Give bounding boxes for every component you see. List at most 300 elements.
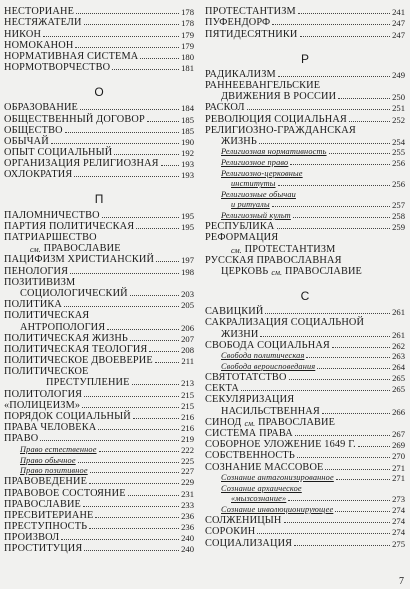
index-entry bbox=[4, 158, 194, 169]
index-entry bbox=[205, 494, 405, 505]
page-ref: 195 bbox=[181, 210, 194, 221]
section-letter: П bbox=[94, 192, 104, 207]
page-ref: 256 bbox=[392, 158, 405, 169]
entry-term: ПОЛИТИЧЕСКОЕ bbox=[4, 366, 89, 378]
page-number: 7 bbox=[399, 576, 404, 587]
index-entry bbox=[205, 504, 405, 515]
index-entry bbox=[205, 526, 405, 537]
dot-leader bbox=[259, 143, 390, 144]
entry-term: Сознание архаическое bbox=[221, 483, 302, 493]
index-entry bbox=[205, 351, 405, 362]
page-ref: 240 bbox=[181, 544, 194, 555]
page-ref: 211 bbox=[181, 356, 194, 367]
dot-leader bbox=[76, 13, 179, 14]
index-entry bbox=[4, 265, 194, 276]
page-ref: 261 bbox=[392, 307, 405, 318]
index-entry bbox=[205, 125, 405, 136]
dot-leader bbox=[329, 153, 391, 154]
dot-leader bbox=[128, 495, 179, 496]
entry-term: Свобода политическая bbox=[221, 351, 305, 361]
page-ref: 208 bbox=[181, 344, 194, 355]
entry-term: РЕЛИГИОЗНО-ГРАЖДАНСКАЯ bbox=[205, 124, 356, 136]
page-ref: 197 bbox=[181, 255, 194, 266]
index-entry bbox=[4, 321, 194, 332]
index-entry bbox=[205, 515, 405, 526]
page-ref: 271 bbox=[392, 462, 405, 473]
dot-leader bbox=[289, 379, 391, 380]
index-entry bbox=[205, 136, 405, 147]
page-ref: 271 bbox=[392, 473, 405, 484]
section-letter: С bbox=[300, 288, 310, 303]
index-entry bbox=[205, 91, 405, 102]
page-ref: 227 bbox=[181, 466, 194, 477]
page-ref: 185 bbox=[181, 114, 194, 125]
index-entry bbox=[205, 69, 405, 80]
see-reference: см. bbox=[231, 245, 242, 255]
index-entry bbox=[4, 487, 194, 498]
index-entry bbox=[205, 450, 405, 461]
index-entry bbox=[205, 210, 405, 221]
entry-term: ПУФЕНДОРФ bbox=[205, 17, 271, 29]
page-ref: 252 bbox=[392, 114, 405, 125]
entry-term: ПАТРИАРШЕСТВО bbox=[4, 232, 97, 243]
index-entry bbox=[205, 168, 405, 179]
index-entry bbox=[205, 157, 405, 168]
dot-leader bbox=[99, 451, 180, 452]
index-entry bbox=[4, 366, 194, 377]
dot-leader bbox=[325, 469, 390, 470]
entry-term: ПРОИЗВОЛ bbox=[4, 532, 60, 544]
page-ref: 251 bbox=[392, 103, 405, 114]
entry-term: ПРЕСВИТЕРИАНЕ bbox=[4, 509, 94, 521]
dot-leader bbox=[51, 143, 179, 144]
dot-leader bbox=[130, 340, 179, 341]
index-entry bbox=[4, 433, 194, 444]
index-column-left bbox=[4, 6, 194, 554]
entry-term: СИСТЕМА ПРАВА bbox=[205, 428, 293, 440]
page-ref: 229 bbox=[181, 477, 194, 488]
index-entry bbox=[205, 537, 405, 548]
index-entry bbox=[205, 200, 405, 211]
entry-term: институты bbox=[231, 179, 276, 189]
dot-leader bbox=[317, 368, 390, 369]
index-entry bbox=[205, 80, 405, 91]
page-ref: 216 bbox=[181, 412, 194, 422]
entry-term: АНТРОПОЛОГИЯ bbox=[20, 321, 106, 333]
page-ref: 219 bbox=[181, 434, 194, 445]
dot-leader bbox=[284, 522, 391, 523]
dot-leader bbox=[102, 217, 179, 218]
index-entry bbox=[4, 344, 194, 355]
index-entry bbox=[4, 299, 194, 310]
dot-leader bbox=[290, 164, 390, 165]
dot-leader bbox=[156, 261, 179, 262]
entry-term: СЕКУЛЯРИЗАЦИЯ bbox=[205, 394, 295, 406]
dot-leader bbox=[82, 407, 179, 408]
page-ref: 240 bbox=[181, 533, 194, 544]
entry-term: ПЯТИДЕСЯТНИКИ bbox=[205, 28, 298, 40]
page-ref: 273 bbox=[392, 494, 405, 505]
page-ref: 193 bbox=[181, 159, 194, 170]
dot-leader bbox=[288, 500, 390, 501]
index-entry bbox=[4, 499, 194, 510]
index-entry bbox=[4, 28, 194, 39]
entry-term: РУССКАЯ ПРАВОСЛАВНАЯ bbox=[205, 254, 342, 266]
index-entry bbox=[4, 221, 194, 232]
page-ref: 195 bbox=[181, 221, 194, 232]
page-ref: 261 bbox=[392, 329, 405, 340]
entry-term: Сознание инволюционирующее bbox=[221, 504, 334, 514]
entry-term: САКРАЛИЗАЦИЯ СОЦИАЛЬНОЙ bbox=[205, 317, 365, 329]
entry-term: Свобода вероисповедания bbox=[221, 361, 316, 371]
dot-leader bbox=[133, 418, 179, 419]
dot-leader bbox=[260, 336, 390, 337]
dot-leader bbox=[293, 217, 390, 218]
page-ref: 236 bbox=[181, 522, 194, 533]
dot-leader bbox=[265, 313, 390, 314]
dot-leader bbox=[247, 109, 390, 110]
index-entry bbox=[205, 28, 405, 39]
page-ref: 265 bbox=[392, 384, 405, 395]
page-ref: 213 bbox=[181, 378, 194, 389]
entry-term: Религиозное право bbox=[221, 158, 289, 168]
dot-leader bbox=[78, 462, 179, 463]
entry-term: РЕВОЛЮЦИЯ СОЦИАЛЬНАЯ bbox=[205, 113, 347, 125]
dot-leader bbox=[298, 13, 390, 14]
dot-leader bbox=[112, 69, 179, 70]
entry-term: ОБЫЧАЙ bbox=[4, 135, 49, 147]
page-ref: 265 bbox=[392, 373, 405, 384]
entry-term: ПРАВО bbox=[4, 433, 39, 445]
dot-leader bbox=[114, 154, 179, 155]
index-entry bbox=[205, 255, 405, 266]
entry-term: СОЗНАНИЕ МАССОВОЕ bbox=[205, 461, 324, 473]
entry-term: Религиозно-церковные bbox=[221, 168, 303, 178]
index-entry bbox=[4, 136, 194, 147]
index-entry bbox=[4, 288, 194, 299]
index-entry bbox=[4, 532, 194, 543]
index-entry bbox=[4, 310, 194, 321]
entry-term: ПРАВОСЛАВИЕ bbox=[43, 243, 121, 255]
dot-leader bbox=[130, 295, 179, 296]
index-entry bbox=[4, 510, 194, 521]
dot-leader bbox=[132, 384, 180, 385]
page-ref: 250 bbox=[392, 92, 405, 103]
dot-leader bbox=[84, 24, 179, 25]
dot-leader bbox=[300, 36, 391, 37]
index-entry bbox=[4, 147, 194, 158]
dot-leader bbox=[155, 362, 180, 363]
dot-leader bbox=[90, 472, 179, 473]
entry-term: ПОЛИТИЧЕСКАЯ ТЕОЛОГИЯ bbox=[4, 343, 148, 355]
index-entry bbox=[205, 372, 405, 383]
index-entry bbox=[4, 411, 194, 422]
page-ref: 179 bbox=[181, 29, 194, 40]
page-ref: 254 bbox=[392, 136, 405, 147]
page-ref: 255 bbox=[392, 147, 405, 158]
entry-term: «ПОЛИЦЕИЗМ» bbox=[4, 399, 81, 411]
index-entry bbox=[205, 306, 405, 317]
index-entry bbox=[205, 328, 405, 339]
page-ref: 258 bbox=[392, 211, 405, 222]
entry-term: Религиозные обычаи bbox=[221, 189, 296, 199]
entry-term: НИКОН bbox=[4, 28, 42, 40]
section-gap bbox=[205, 277, 405, 286]
page-ref: 225 bbox=[181, 455, 194, 466]
section-gap bbox=[4, 73, 194, 82]
entry-term: ПОЛИТОЛОГИЯ bbox=[4, 388, 83, 400]
page-ref: 267 bbox=[392, 429, 405, 440]
entry-term: ПРОСТИТУЦИЯ bbox=[4, 543, 83, 555]
page-ref: 180 bbox=[181, 51, 194, 62]
entry-term: СОРОКИН bbox=[205, 526, 256, 538]
page-ref: 275 bbox=[392, 538, 405, 549]
dot-leader bbox=[98, 429, 179, 430]
index-entry bbox=[4, 466, 194, 477]
index-entry bbox=[4, 51, 194, 62]
dot-leader bbox=[241, 390, 390, 391]
entry-term: СЕКТА bbox=[205, 383, 239, 395]
index-entry bbox=[4, 17, 194, 28]
dot-leader bbox=[278, 185, 391, 186]
dot-leader bbox=[74, 176, 179, 177]
page-ref: 263 bbox=[392, 351, 405, 362]
entry-term: НОРМАТИВНАЯ СИСТЕМА bbox=[4, 50, 139, 62]
entry-term: ОБЩЕСТВЕННЫЙ ДОГОВОР bbox=[4, 113, 145, 125]
dot-leader bbox=[64, 306, 179, 307]
index-entry bbox=[4, 333, 194, 344]
page-ref: 249 bbox=[392, 69, 405, 80]
entry-term: ПОЛИТИЧЕСКАЯ ЖИЗНЬ bbox=[4, 332, 128, 344]
dot-leader bbox=[349, 121, 390, 122]
index-entry bbox=[4, 377, 194, 388]
index-entry bbox=[205, 17, 405, 28]
section-gap bbox=[205, 40, 405, 49]
entry-term: ЦЕРКОВЬ bbox=[221, 265, 269, 277]
entry-term: и ритуалы bbox=[231, 200, 270, 210]
index-entry bbox=[205, 232, 405, 243]
dot-leader bbox=[306, 357, 390, 358]
entry-term: Право естественное bbox=[20, 444, 97, 454]
section-gap bbox=[4, 180, 194, 189]
index-entry bbox=[4, 444, 194, 455]
entry-term: ПРОТЕСТАНТИЗМ bbox=[205, 6, 296, 18]
dot-leader bbox=[322, 413, 390, 414]
entry-term: ПРЕСТУПНОСТЬ bbox=[4, 521, 88, 533]
entry-term: НОРМОТВОРЧЕСТВО bbox=[4, 62, 111, 74]
entry-term: НАСИЛЬСТВЕННАЯ bbox=[221, 405, 320, 417]
index-entry bbox=[4, 476, 194, 487]
dot-leader bbox=[140, 58, 179, 59]
page-ref: 181 bbox=[181, 63, 194, 74]
entry-term: СОБОРНОЕ УЛОЖЕНИЕ 1649 Г. bbox=[205, 439, 356, 451]
entry-term: ПАЦИФИЗМ ХРИСТИАНСКИЙ bbox=[4, 254, 155, 266]
dot-leader bbox=[84, 550, 179, 551]
entry-term: ПРОТЕСТАНТИЗМ bbox=[244, 243, 336, 255]
index-entry bbox=[205, 361, 405, 372]
entry-term: Сознание антагонизированное bbox=[221, 473, 334, 483]
entry-term: ПРАВОСЛАВИЕ bbox=[4, 498, 81, 510]
entry-term: ПОЛИТИЧЕСКАЯ bbox=[4, 310, 90, 322]
index-entry bbox=[4, 388, 194, 399]
dot-leader bbox=[294, 545, 390, 546]
index-entry bbox=[4, 40, 194, 51]
dot-leader bbox=[80, 109, 179, 110]
entry-term: РЕФОРМАЦИЯ bbox=[205, 232, 279, 244]
dot-leader bbox=[147, 121, 179, 122]
entry-term: НЕСТОРИАНЕ bbox=[4, 6, 75, 18]
dot-leader bbox=[336, 479, 390, 480]
index-entry bbox=[4, 422, 194, 433]
section-letter: О bbox=[94, 85, 104, 100]
page-ref: 205 bbox=[181, 300, 194, 311]
page-ref: 207 bbox=[181, 333, 194, 344]
index-entry bbox=[4, 277, 194, 288]
index-entry bbox=[205, 383, 405, 394]
page-ref: 270 bbox=[392, 451, 405, 462]
dot-leader bbox=[40, 440, 179, 441]
dot-leader bbox=[257, 533, 390, 534]
entry-term: СВЯТОТАТСТВО bbox=[205, 372, 287, 384]
see-reference: см. bbox=[244, 418, 256, 428]
dot-leader bbox=[136, 228, 179, 229]
index-entry bbox=[4, 125, 194, 136]
page-ref: 203 bbox=[181, 288, 194, 299]
index-entry bbox=[4, 400, 194, 411]
index-entry bbox=[205, 317, 405, 328]
entry-term: ДВИЖЕНИЯ В РОССИИ bbox=[221, 91, 337, 103]
entry-term: ОБЩЕСТВО bbox=[4, 124, 63, 136]
entry-term: ПОЗИТИВИЗМ bbox=[4, 276, 76, 288]
index-entry bbox=[205, 439, 405, 450]
entry-term: Право позитивное bbox=[20, 466, 88, 476]
page-ref: 269 bbox=[392, 440, 405, 451]
index-entry bbox=[4, 455, 194, 466]
index-entry bbox=[205, 189, 405, 200]
dot-leader bbox=[89, 528, 179, 529]
page-ref: 215 bbox=[181, 389, 194, 400]
see-reference: см. bbox=[30, 245, 41, 255]
page-ref: 206 bbox=[181, 322, 194, 333]
index-entry bbox=[205, 102, 405, 113]
entry-term: РАСКОЛ bbox=[205, 102, 245, 114]
index-entry bbox=[205, 461, 405, 472]
index-entry bbox=[4, 6, 194, 17]
entry-term: ПОЛИТИКА bbox=[4, 299, 63, 311]
page-ref: 264 bbox=[392, 361, 405, 372]
index-entry bbox=[205, 417, 405, 428]
entry-term: НОМОКАНОН bbox=[4, 39, 74, 51]
page-ref: 192 bbox=[181, 148, 194, 159]
entry-term: САВИЦКИЙ bbox=[205, 306, 264, 318]
page-ref: 179 bbox=[181, 40, 194, 51]
dot-leader bbox=[338, 98, 390, 99]
entry-term: ПАРТИЯ ПОЛИТИЧЕСКАЯ bbox=[4, 220, 135, 232]
index-column-right bbox=[205, 6, 405, 549]
page-ref: 241 bbox=[392, 7, 405, 18]
entry-term: Религиозный культ bbox=[221, 211, 291, 221]
page-ref: 247 bbox=[392, 18, 405, 29]
index-entry bbox=[4, 521, 194, 532]
dot-leader bbox=[70, 273, 179, 274]
dot-leader bbox=[89, 483, 179, 484]
index-entry bbox=[4, 169, 194, 180]
index-entry bbox=[4, 102, 194, 113]
entry-term: СИНОД bbox=[205, 416, 242, 428]
entry-term: ОБРАЗОВАНИЕ bbox=[4, 102, 78, 114]
entry-term: ОХЛОКРАТИЯ bbox=[4, 169, 73, 181]
entry-term: РАННЕЕВАНГЕЛЬСКИЕ bbox=[205, 79, 321, 91]
see-reference: см. bbox=[271, 267, 282, 277]
index-entry bbox=[205, 221, 405, 232]
page-ref: 178 bbox=[181, 7, 194, 18]
entry-term: ПРАВОСЛАВИЕ bbox=[285, 265, 362, 277]
dot-leader bbox=[278, 76, 390, 77]
dot-leader bbox=[43, 36, 179, 37]
index-entry bbox=[4, 543, 194, 554]
entry-term: СОЛЖЕНИЦЫН bbox=[205, 515, 282, 527]
page-ref: 231 bbox=[181, 488, 194, 499]
dot-leader bbox=[65, 132, 179, 133]
page-ref: 215 bbox=[181, 400, 194, 411]
dot-leader bbox=[295, 435, 390, 436]
page-ref: 274 bbox=[392, 504, 405, 515]
page-ref: 184 bbox=[181, 103, 194, 114]
page-ref: 274 bbox=[392, 527, 405, 538]
index-entry bbox=[205, 179, 405, 190]
index-entry bbox=[205, 340, 405, 351]
page-ref: 190 bbox=[181, 136, 194, 147]
entry-term: РАДИКАЛИЗМ bbox=[205, 68, 276, 80]
dot-leader bbox=[95, 517, 179, 518]
dot-leader bbox=[272, 24, 390, 25]
entry-term: СОБСТВЕННОСТЬ bbox=[205, 450, 295, 462]
entry-term: ПРАВА ЧЕЛОВЕКА bbox=[4, 422, 97, 434]
page-ref: 216 bbox=[181, 423, 194, 434]
entry-term: ЖИЗНИ bbox=[221, 328, 259, 340]
entry-term: ПРАВОВОЕ СОСТОЯНИЕ bbox=[4, 487, 126, 499]
entry-term: ЖИЗНЬ bbox=[221, 135, 257, 147]
index-entry bbox=[205, 266, 405, 277]
entry-term: НЕСТЯЖАТЕЛИ bbox=[4, 17, 82, 29]
entry-term: «мызсознание» bbox=[231, 494, 287, 504]
page-ref: 257 bbox=[392, 200, 405, 211]
index-entry bbox=[205, 473, 405, 484]
dot-leader bbox=[149, 351, 179, 352]
index-entry bbox=[205, 405, 405, 416]
page-ref: 262 bbox=[392, 340, 405, 351]
section-letter: Р bbox=[300, 51, 309, 66]
entry-term: Право обычное bbox=[20, 455, 76, 465]
dot-leader bbox=[358, 446, 390, 447]
index-entry bbox=[4, 254, 194, 265]
dot-leader bbox=[332, 347, 390, 348]
entry-term: ПРЕСТУПЛЕНИЕ bbox=[46, 377, 130, 389]
page-ref: 198 bbox=[181, 266, 194, 277]
entry-term: ПАЛОМНИЧЕСТВО bbox=[4, 209, 100, 221]
entry-term: ПОРЯДОК СОЦИАЛЬНЫЙ bbox=[4, 411, 131, 422]
dot-leader bbox=[272, 206, 390, 207]
entry-term: ПОЛИТИЧЕСКОЕ ДВОЕВЕРИЕ bbox=[4, 355, 153, 367]
index-entry bbox=[4, 243, 194, 254]
entry-term: ОРГАНИЗАЦИЯ РЕЛИГИОЗНАЯ bbox=[4, 158, 159, 170]
index-entry bbox=[205, 428, 405, 439]
dot-leader bbox=[83, 506, 179, 507]
page-ref: 193 bbox=[181, 170, 194, 181]
index-entry bbox=[205, 243, 405, 254]
page-ref: 178 bbox=[181, 18, 194, 29]
dot-leader bbox=[335, 511, 390, 512]
